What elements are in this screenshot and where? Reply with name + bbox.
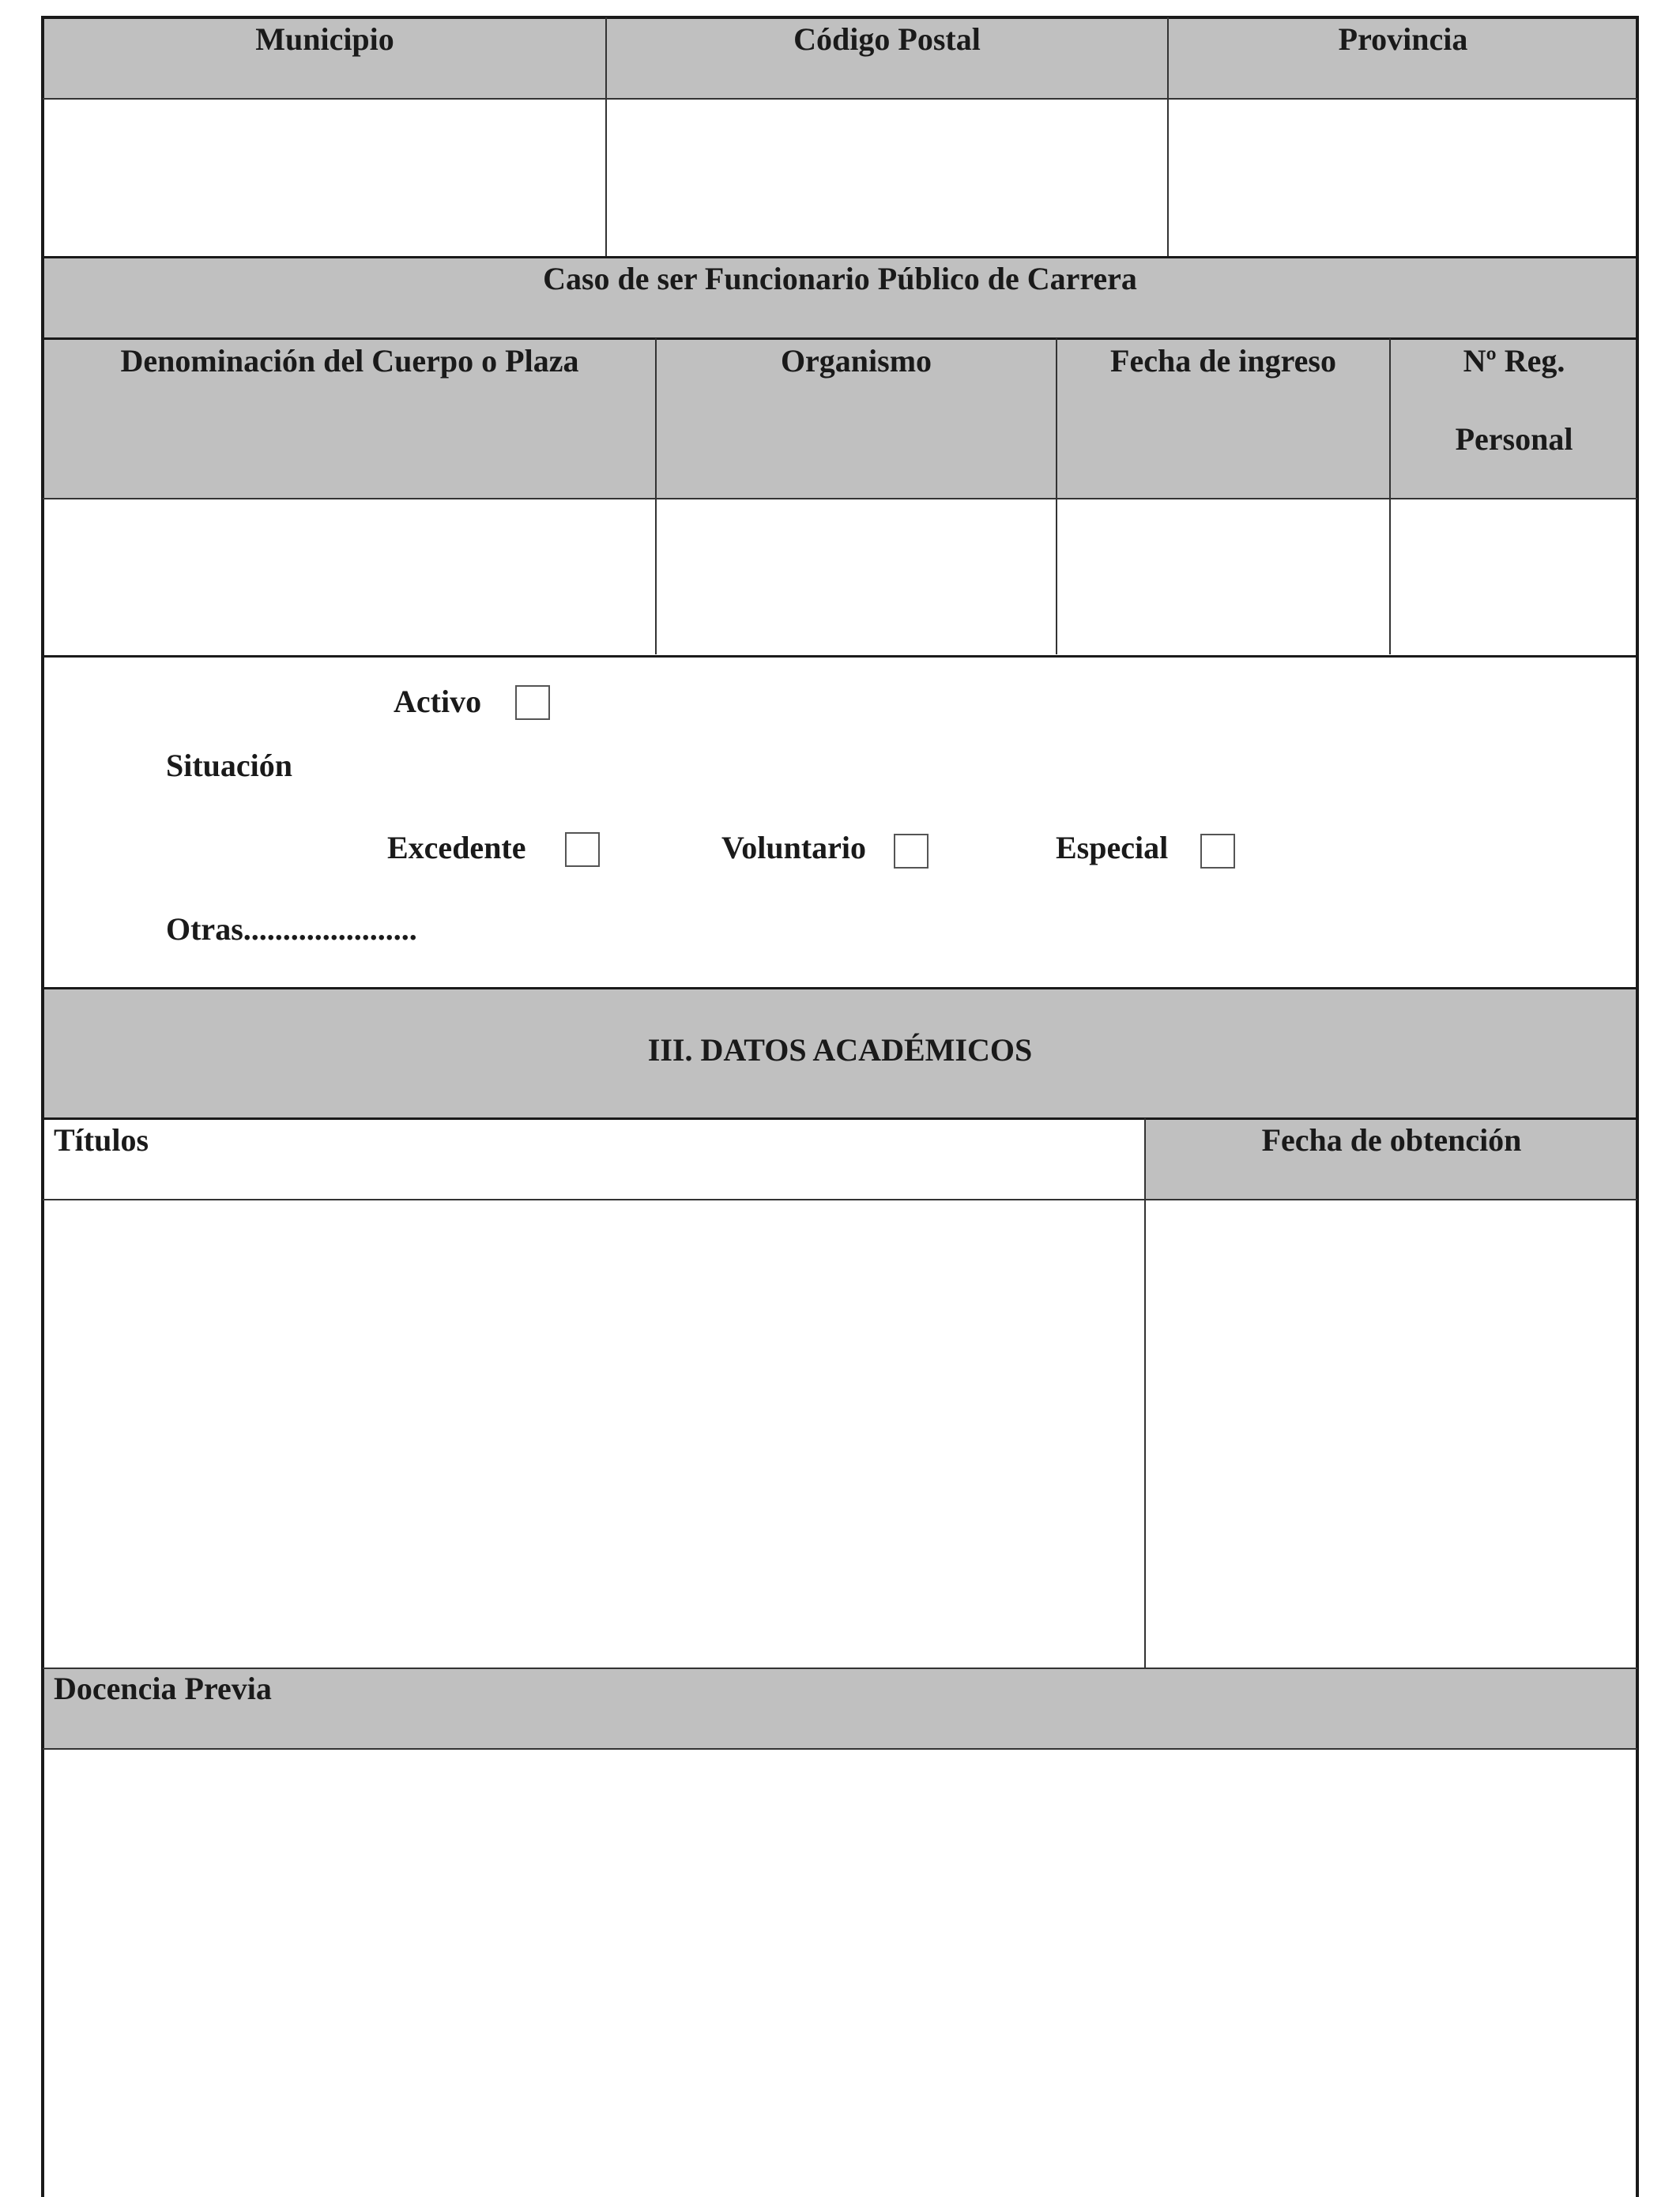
divider [43,1117,1637,1120]
reg-personal-header-line2: Personal [1455,421,1573,457]
activo-label: Activo [394,684,482,719]
provincia-header: Provincia [1338,21,1468,57]
excedente-checkbox[interactable] [565,832,600,867]
academicos-section-title: III. DATOS ACADÉMICOS [647,1032,1033,1068]
excedente-label: Excedente [387,830,526,865]
fecha-ingreso-field[interactable] [1057,499,1389,654]
codigo-postal-field[interactable] [607,100,1167,256]
situacion-label: Situación [166,748,293,783]
divider [43,987,1637,989]
fecha-obtencion-header-label: Fecha de obtención [1261,1122,1522,1158]
docencia-previa-header: Docencia Previa [54,1671,272,1706]
especial-label: Especial [1056,830,1169,865]
otras-label: Otras...................... [166,911,417,947]
voluntario-label: Voluntario [721,830,867,865]
divider [43,1668,1637,1669]
voluntario-checkbox[interactable] [894,834,929,869]
especial-checkbox[interactable] [1200,834,1235,869]
funcionario-section-title: Caso de ser Funcionario Público de Carrera [543,261,1137,296]
denominacion-field[interactable] [44,499,655,654]
organismo-header: Organismo [780,343,932,379]
divider [43,256,1637,258]
divider [43,655,1637,658]
titulos-header: Títulos [54,1122,149,1158]
municipio-field[interactable] [44,100,605,256]
titulos-field[interactable] [44,1200,1144,1668]
fecha-ingreso-header: Fecha de ingreso [1110,343,1336,379]
codigo-postal-header: Código Postal [793,21,981,57]
reg-personal-field[interactable] [1391,499,1637,654]
activo-checkbox[interactable] [515,685,550,720]
provincia-field[interactable] [1169,100,1637,256]
municipio-header: Municipio [255,21,394,57]
divider [43,337,1637,340]
denominacion-header: Denominación del Cuerpo o Plaza [120,343,579,379]
docencia-previa-field[interactable] [44,1750,1637,2192]
fecha-obtencion-field[interactable] [1146,1200,1637,1668]
organismo-field[interactable] [657,499,1056,654]
reg-personal-header-line1: Nº Reg. [1463,343,1565,379]
